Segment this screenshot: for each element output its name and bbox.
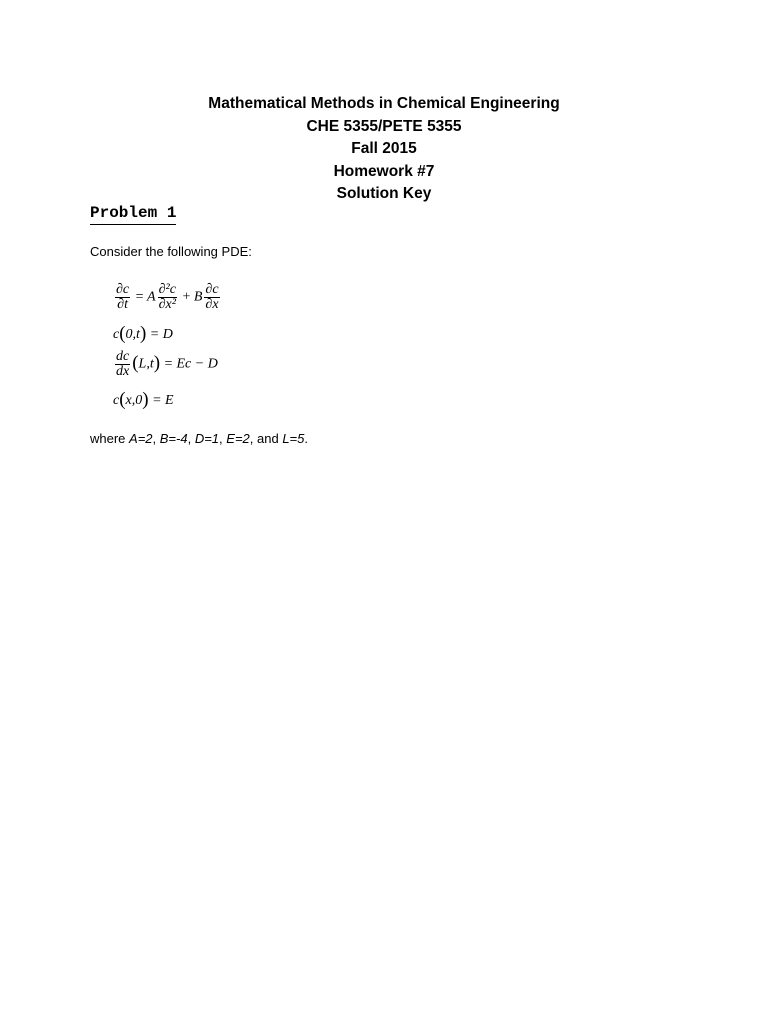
first-derivative-fraction: $\frac{\partial c}{\partial x}$ xyxy=(205,282,219,312)
param-d: D=1 xyxy=(194,431,220,446)
param-e: E=2 xyxy=(226,431,250,446)
boundary-condition-1: c(0,t) = D xyxy=(113,323,173,344)
solution-key-label: Solution Key xyxy=(336,185,432,202)
param-b: B=-4 xyxy=(159,431,188,446)
param-l: L=5 xyxy=(282,431,305,446)
lhs-fraction: $\frac{\partial c}{\partial t}$ xyxy=(116,282,130,312)
problem-heading: Problem 1 xyxy=(90,203,176,225)
course-code: CHE 5355/PETE 5355 xyxy=(306,117,462,135)
param-a: A=2 xyxy=(129,431,153,446)
second-derivative-fraction: $\frac{\text{∂²c}}{\text{∂x²}}$ xyxy=(158,282,176,312)
bc2-fraction: $\frac{dc}{dx}$ xyxy=(116,349,130,379)
term: Fall 2015 xyxy=(351,140,417,157)
homework-number: Homework #7 xyxy=(333,162,435,180)
problem-intro: Consider the following PDE: xyxy=(90,244,252,259)
boundary-condition-2: $\frac{dc}{dx}$ (L,t) = Ec − D xyxy=(116,349,218,379)
parameter-values: where A=2, B=-4, D=1, E=2, and L=5. xyxy=(90,431,308,446)
document-header xyxy=(0,93,768,206)
course-title: Mathematical Methods in Chemical Engineering xyxy=(208,95,560,112)
initial-condition: c(x,0) = E xyxy=(113,389,174,410)
pde-equation: $\frac{\partial c}{\partial t}$ = A $\frac{\text{∂²c}}{\text{∂x²}}$ + B $\frac{\partial c}{\partial x}$ xyxy=(116,282,219,312)
